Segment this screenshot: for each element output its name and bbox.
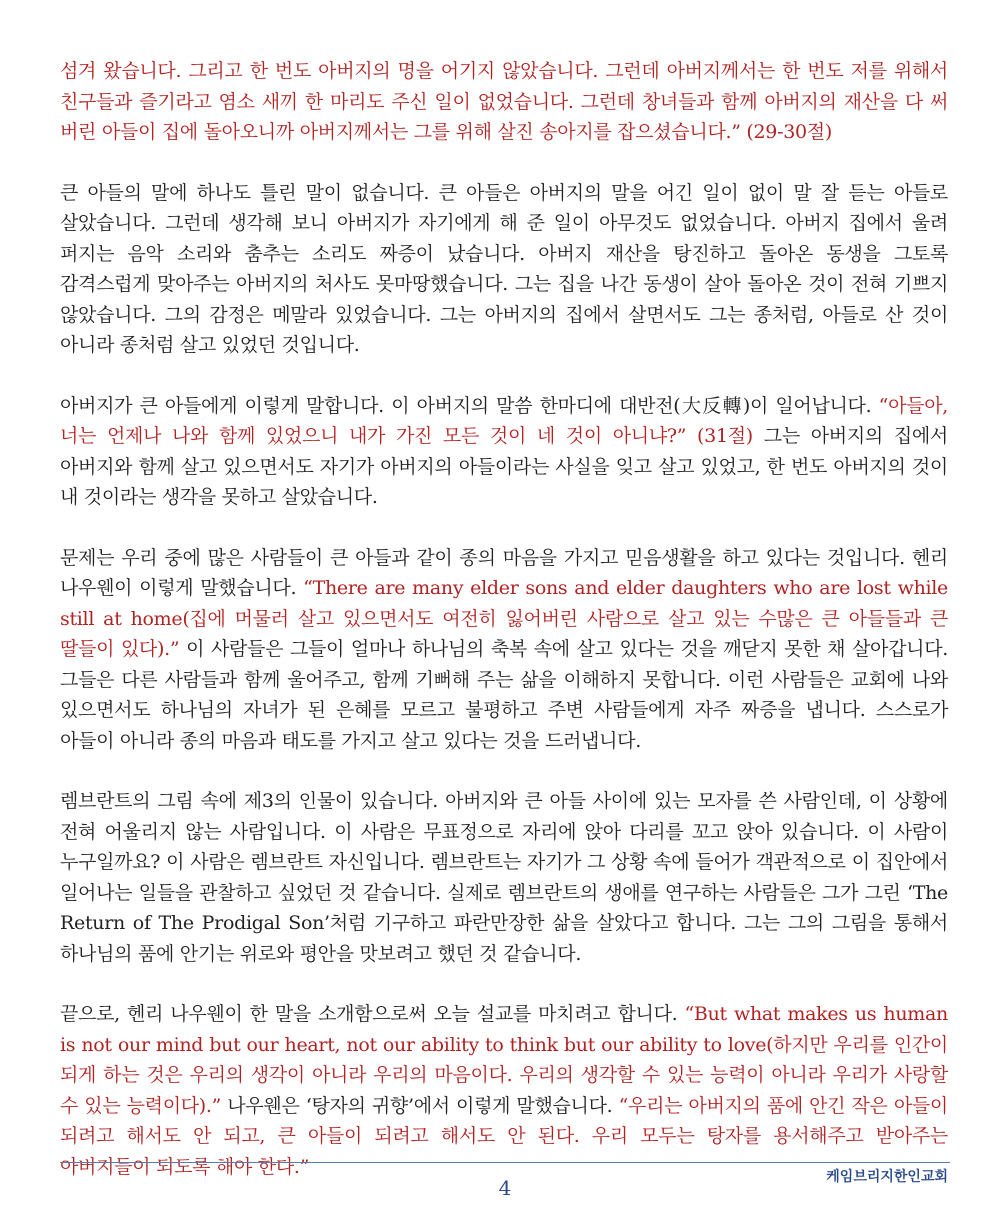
quote-segment: “우리는 아버지의 품에 안긴 작은 아들이 되려고 해서도 안 되고, 큰 아들이 되려고 해서도 안 된다. 우리 모두는 탕자를 용서해주고 받아주는 아버지들이 되도록 해야 한다.” <box>60 1094 948 1178</box>
paragraph-5 <box>60 786 948 969</box>
paragraph-2 <box>60 178 948 361</box>
church-name: 케임브리지한인교회 <box>826 1169 948 1185</box>
quote-segment: 섬겨 왔습니다. 그리고 한 번도 아버지의 명을 어기지 않았습니다. 그런데 아버지께서는 한 번도 저를 위해서 친구들과 즐기라고 염소 새끼 한 마리도 주신 일이 없었습니다. 그런데 창녀들과 함께 아버지의 재산을 다 써 버린 아들이 집에 돌아오니까 아버지께서는 그를 위해 살진 송아지를 잡으셨습니다.” (29-30절) <box>60 60 948 143</box>
paragraph-1 <box>60 56 948 148</box>
body-text: 나우웬은 ‘탕자의 귀향’에서 이렇게 말했습니다. <box>221 1094 619 1117</box>
quote-segment: “There are many elder sons and elder daughters who are lost while still at home(집에 머물러 살고 있으면서도 여전히 잃어버린 사람으로 살고 있는 수많은 큰 아들들과 큰 딸들이 있다).” <box>60 577 948 660</box>
paragraph-4 <box>60 543 948 757</box>
sermon-body <box>60 56 948 1212</box>
quote-segment: “But what makes us human is not our mind but our heart, not our ability to think but our ability to love(하지만 우리를 인간이 되게 하는 것은 우리의 생각이 아니라 우리의 마음이다. 우리의 생각할 수 있는 능력이 아니라 우리가 사랑할 수 있는 능력이다).” <box>60 1003 948 1117</box>
body-text: 끝으로, 헨리 나우웬이 한 말을 소개함으로써 오늘 설교를 마치려고 합니다. <box>60 1003 685 1025</box>
footer-divider <box>60 1162 950 1163</box>
paragraph-6 <box>60 999 948 1182</box>
quote-segment: “아들아, 너는 언제나 나와 함께 있었으니 내가 가진 모든 것이 네 것이 아니냐?” (31절) <box>60 394 948 447</box>
body-text: 큰 아들의 말에 하나도 틀린 말이 없습니다. 큰 아들은 아버지의 말을 어긴 일이 없이 말 잘 듣는 아들로 살았습니다. 그런데 생각해 보니 아버지가 자기에게 해 준 일이 아무것도 없었습니다. 아버지 집에서 울려 퍼지는 음악 소리와 춤추는 소리도 짜증이 났습니다. 아버지 재산을 탕진하고 돌아온 동생을 그토록 감격스럽게 맞아주는 아버지의 처사도 못마땅했습니다. 그는 집을 나간 동생이 살아 돌아온 것이 전혀 기쁘지 않았습니다. 그의 감정은 메말라 있었습니다. 그는 아버지의 집에서 살면서도 그는 종처럼, 아들로 산 것이 아니라 종처럼 살고 있었던 것입니다. <box>60 181 948 356</box>
body-text: 이 사람들은 그들이 얼마나 하나님의 축복 속에 살고 있다는 것을 깨닫지 못한 채 살아갑니다. 그들은 다른 사람들과 함께 울어주고, 함께 기뻐해 주는 삶을 이해하지 못합니다. 이런 사람들은 교회에 나와 있으면서도 하나님의 자녀가 된 은혜를 모르고 불평하고 주변 사람들에게 자주 짜증을 냅니다. 스스로가 아들이 아니라 종의 마음과 태도를 가지고 살고 있다는 것을 드러냅니다. <box>60 638 949 752</box>
page-number: 4 <box>498 1176 512 1200</box>
body-text: 아버지가 큰 아들에게 이렇게 말합니다. 이 아버지의 말씀 한마디에 대반전(大反轉)이 일어납니다. <box>60 394 879 417</box>
body-text: 그는 아버지의 집에서 아버지와 함께 살고 있으면서도 자기가 아버지의 아들이라는 사실을 잊고 살고 있었고, 한 번도 아버지의 것이 내 것이라는 생각을 못하고 살았습니다. <box>60 425 948 508</box>
body-text: 렘브란트의 그림 속에 제3의 인물이 있습니다. 아버지와 큰 아들 사이에 있는 모자를 쓴 사람인데, 이 상황에 전혀 어울리지 않는 사람입니다. 이 사람은 무표정으로 자리에 앉아 다리를 꼬고 앉아 있습니다. 이 사람이 누구일까요? 이 사람은 렘브란트 자신입니다. 렘브란트는 자기가 그 상황 속에 들어가 객관적으로 이 집안에서 일어나는 일들을 관찰하고 싶었던 것 같습니다. 실제로 렘브란트의 생애를 연구하는 사람들은 그가 그린 ‘The Return of The Prodigal Son’처럼 기구하고 파란만장한 삶을 살았다고 합니다. 그는 그의 그림을 통해서 하나님의 품에 안기는 위로와 평안을 맛보려고 했던 것 같습니다. <box>60 790 948 965</box>
body-text: 문제는 우리 중에 많은 사람들이 큰 아들과 같이 종의 마음을 가지고 믿음생활을 하고 있다는 것입니다. 헨리 나우웬이 이렇게 말했습니다. <box>60 546 948 599</box>
paragraph-3 <box>60 391 948 513</box>
